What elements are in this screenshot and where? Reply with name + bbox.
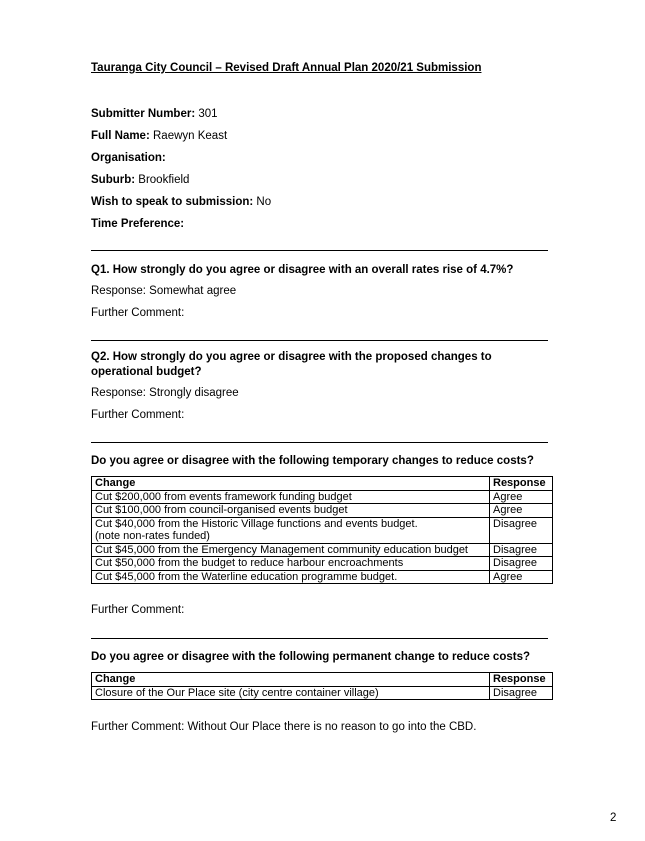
response-cell: Disagree	[490, 557, 553, 571]
submitter-number-value: 301	[198, 108, 218, 120]
response-cell: Disagree	[490, 543, 553, 557]
table-header-row	[92, 477, 553, 491]
q2-question: Q2. How strongly do you agree or disagree with the proposed changes to operational budget?	[91, 351, 492, 378]
suburb-row	[91, 174, 189, 186]
column-header-response: Response	[490, 673, 553, 687]
table-row	[92, 570, 553, 584]
response-cell: Agree	[490, 490, 553, 504]
change-cell: Cut $200,000 from events framework funding budget	[92, 490, 490, 504]
submitter-number-label: Submitter Number:	[91, 108, 196, 120]
change-cell: Closure of the Our Place site (city centre container village)	[92, 686, 490, 700]
full-name-row	[91, 130, 227, 142]
q1-comment: Further Comment:	[91, 307, 185, 319]
q1-question: Q1. How strongly do you agree or disagree with an overall rates rise of 4.7%?	[91, 264, 514, 276]
full-name-label: Full Name:	[91, 130, 150, 142]
response-cell: Agree	[490, 570, 553, 584]
table-row	[92, 504, 553, 518]
divider	[91, 340, 548, 341]
change-cell: Cut $100,000 from council-organised events budget	[92, 504, 490, 518]
table-row	[92, 557, 553, 571]
table-header-row	[92, 673, 553, 687]
temporary-question: Do you agree or disagree with the following temporary changes to reduce costs?	[91, 455, 534, 467]
temporary-comment: Further Comment:	[91, 604, 185, 616]
time-preference-row	[91, 218, 184, 230]
divider	[91, 442, 548, 443]
change-cell: Cut $45,000 from the Emergency Management community education budget	[92, 543, 490, 557]
divider	[91, 250, 548, 251]
column-header-response: Response	[490, 477, 553, 491]
speak-row	[91, 196, 271, 208]
response-cell: Disagree	[490, 686, 553, 700]
page-number: 2	[610, 812, 617, 824]
response-cell: Disagree	[490, 517, 553, 543]
suburb-label: Suburb:	[91, 174, 136, 186]
permanent-change-table	[91, 672, 553, 700]
divider	[91, 638, 548, 639]
q2-response: Response: Strongly disagree	[91, 387, 239, 399]
organisation-row	[91, 152, 166, 164]
column-header-change: Change	[92, 673, 490, 687]
organisation-label: Organisation:	[91, 152, 166, 164]
document-title: Tauranga City Council – Revised Draft Annual Plan 2020/21 Submission	[91, 62, 482, 74]
submitter-number-row	[91, 108, 218, 120]
table-row	[92, 543, 553, 557]
change-cell: Cut $45,000 from the Waterline education programme budget.	[92, 570, 490, 584]
temporary-changes-table	[91, 476, 553, 584]
column-header-change: Change	[92, 477, 490, 491]
change-note: (note non-rates funded)	[95, 530, 210, 542]
suburb-value: Brookfield	[138, 174, 190, 186]
time-preference-label: Time Preference:	[91, 218, 185, 230]
permanent-question: Do you agree or disagree with the following permanent change to reduce costs?	[91, 651, 530, 663]
q1-response: Response: Somewhat agree	[91, 285, 237, 297]
change-text: Cut $40,000 from the Historic Village functions and events budget.	[95, 517, 418, 530]
full-name-value: Raewyn Keast	[153, 130, 228, 142]
response-cell: Agree	[490, 504, 553, 518]
change-cell: Cut $50,000 from the budget to reduce harbour encroachments	[92, 557, 490, 571]
speak-label: Wish to speak to submission:	[91, 196, 254, 208]
table-row	[92, 517, 553, 543]
change-cell	[92, 517, 490, 543]
table-row	[92, 686, 553, 700]
permanent-comment: Further Comment: Without Our Place there is no reason to go into the CBD.	[91, 721, 477, 733]
table-row	[92, 490, 553, 504]
speak-value: No	[256, 196, 272, 208]
q2-comment: Further Comment:	[91, 409, 185, 421]
